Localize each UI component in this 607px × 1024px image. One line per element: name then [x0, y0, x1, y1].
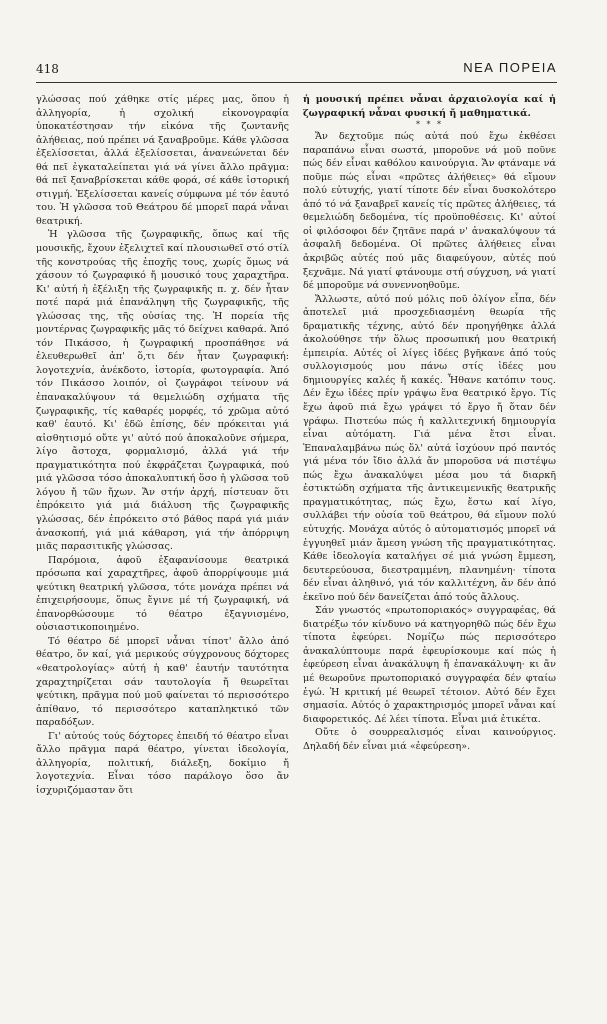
- journal-title: ΝΕΑ ΠΟΡΕΙΑ: [463, 60, 557, 75]
- page-header: [36, 62, 557, 83]
- paragraph: Ἄλλωστε, αὐτό πού μόλις ποῦ ὀλίγον εἶπα, δέν ἀποτελεῖ μιά προσχεδιασμένη θεωρία τῆς δραματικῆς τέχνης, αὐτό δέν προηγήθηκε ἀλλά ἀκολούθησε τήν ὅλως προσωπική μου θεατρική ἐμπειρία. Αὐτές οἱ λίγες ἰδέες βγῆκανε ἀπό τούς συλλογισμούς μου πάνω στίς ἰδέες μου δημιουργίες καλές ἤ κακές. Ἦθανε κατόπιν τους. Δέν ἔχω ἰδέες πρίν γράψω ἕνα θεατρικό ἔργο. Τίς ἔχω ἀφοῦ πιά ἔχω γράψει τό ἔργο ἤ ὅταν δέν γράφω. Πιστεύω πώς ἡ καλλιτεχνική δημιουργία εἶναι αὐτόματη. Γιά μένα ἔτσι εἶναι. Ἐπαναλαμβάνω πώς ὅλ' αὐτά ἰσχύουν πρό παντός γιά μένα τόν ἴδιο ἀλλά ἄν μποροῦσα νά πιστέψω πώς ἔχω ἀνακαλύψει μέσα μου τά διαρκῆ ἐστικτώδη σχήματα τῆς ἀντικειμενικῆς θεατρικῆς πραγματικότητας, πώς ἔχω, ἔστω καί λίγο, συλλάβει τήν οὐσία τοῦ θεάτρου, θά εἴμουν πολύ εὐτυχής. Μονάχα αὐτός ὁ αὐτοματισμός μπορεῖ νά ἐγγυηθεῖ μιάν ἄμεση γνώση τῆς πραγματικότητας. Κάθε ἰδεολογία καταλήγει σέ μιά γνώση ἔμμεση, δευτερεύουσα, διεστραμμένη, πλανημένη· τίποτα δέν εἶναι ἀληθινό, γιά τόν καλλιτέχνη, ἄν δέν ἀπό ἐκεῖνο πού δέν δανείζεται ἀπό τούς ἄλλους.: [303, 293, 556, 603]
- left-column: [36, 93, 289, 998]
- paragraph: Ἡ γλῶσσα τῆς ζωγραφικῆς, ὅπως καί τῆς μουσικῆς, ἔχουν ἐξελιχτεῖ καί πλουσιωθεῖ στό στίλ τῆς κονστρούας τῆς ἐποχῆς τους, χωρίς ὅμως νά χάσουν τό ζωγραφικό ἤ μουσικό τους χαραχτῆρα. Κι' αὐτή ἡ ἐξέλιξη τῆς ζωγραφικῆς π. χ. δέν ἦταν ποτέ παρά μιά ἐπανάληψη τῆς ζωγραφικῆς, τῆς γλώσσας της, τῆς οὐσίας της. Ἡ πορεία τῆς μοντέρνας ζωγραφικῆς μᾶς τό δείχνει καθαρά. Ἀπό τόν Πικάσσο, ἡ ζωγραφική προσπάθησε νά ἐλευθερωθεῖ ἀπ' ὅ,τι δέν ἦταν ζωγραφική: λογοτεχνία, ἀνέκδοτο, ἱστορία, φωτογραφία. Ἀπό τόν Πικάσσο λοιπόν, οἱ ζωγράφοι τείνουν νά ἐπανακαλύψουν τά θεμελιώδη σχήματα τῆς ζωγραφικῆς, τίς καθαρές μορφές, τό χρῶμα αὐτό καθ' ἑαυτό. Κι' ἐδῶ ἐπίσης, δέν πρόκειται γιά αἰσθητισμό οὔτε γι' αὐτό πού ἀποκαλοῦνε σήμερα, λίγο ἄστοχα, φορμαλισμό, ἀλλά γιά τήν πραγματικότητα πού ἐκφράζεται ζωγραφικά, πού μιά γλῶσσα τόσο ἀποκαλυπτική ὅσο ἡ γλῶσσα τοῦ λόγου ἤ τῶν ἤχων. Ἄν στήν ἀρχή, πίστευαν ὅτι ἐπρόκειτο γιά μιά διάλυση τῆς ζωγραφικῆς γλώσσας, δέν ἐπρόκειτο στό βάθος παρά γιά μιάν ἀνασκοπή, γιά μιά κάθαρση, γιά τήν ἀπόρριψη μιᾶς παρασιτικῆς γλώσσας.: [36, 229, 289, 553]
- paragraph: Σάν γνωστός «πρωτοποριακός» συγγραφέας, θά διατρέξω τόν κίνδυνο νά κατηγορηθῶ πώς δέν ἔχω τίποτα ἐφεύρει. Νομίζω πώς περισσότερο ἀνακαλύπτουμε παρά ἐφευρίσκουμε καί πώς ἡ ἐφεύρεση εἶναι ἀνακάλυψη ἤ ἐπανακάλυψη· κι ἄν μέ θεωροῦνε πρωτοποριακό συγγραφέα δέν φταίω ἐγώ. Ἡ κριτική μέ θεωρεῖ τέτοιον. Αὐτό δέν ἔχει σημασία. Αὐτός ὁ χαρακτηρισμός μπορεῖ νἆναι καί διαφορετικός. Δέ λέει τίποτα. Εἶναι μιά ἐτικέτα.: [303, 605, 556, 725]
- paragraph: Παρόμοια, ἀφοῦ ἐξαφανίσουμε θεατρικά πρόσωπα καί χαραχτῆρες, ἀφοῦ ἀπορρίψουμε μιά ψεύτικη θεατρική γλῶσσα, τότε μονάχα πρέπει νά ἐπιχειρήσουμε, ὅπως ἔγινε μέ τή ζωγραφική, νά ἐπανορθώσουμε τό θέατρο ἐξαγνισμένο, οὐσιαστικοποιημένο.: [36, 554, 289, 634]
- text-columns: [36, 93, 556, 998]
- page-number: 418: [36, 62, 59, 76]
- paragraph: Γι' αὐτούς τούς δόχτορες ἐπειδή τό θέατρο εἶναι ἄλλο πρᾶγμα παρά θέατρο, γίνεται ἰδεολογία, ἀλληγορία, πολιτική, διάλεξη, δοκίμιο ἤ λογοτεχνία. Εἶναι τόσο παράλογο ὅσο ἄν ἰσχυριζόμασταν ὅτι: [36, 730, 289, 796]
- paragraph-opening: ἡ μουσική πρέπει νἆναι ἀρχαιολογία καί ἡ ζωγραφική νἆναι φυσική ἤ μαθηματικά.: [303, 94, 556, 119]
- paragraph: Οὔτε ὁ σουρρεαλισμός εἶναι καινούργιος. Δηλαδή δέν εἶναι μιά «ἐφεύρεση».: [303, 727, 556, 752]
- paragraph: γλώσσας πού χάθηκε στίς μέρες μας, ὅπου ἡ ἀλληγορία, ἡ σχολική εἰκονογραφία ὑποκατέστησαν τήν εἰκόνα τῆς ζωντανῆς ἀλήθειας, πού πρέπει νά ξαναβροῦμε. Κάθε γλῶσσα ἐξελίσσεται, ἀλλά ἐξελίσσεται, ἀνανεώνεται δέν θά πεῖ ἐγκαταλείπεται γιά νά γίνει ἄλλο πρᾶγμα: θά πεῖ ξαναβρίσκεται κάθε φορά, σέ κάθε ἱστορική στιγμή. Ἐξελίσσεται κανείς σύμφωνα μέ τόν ἑαυτό του. Ἡ γλῶσσα τοῦ Θεάτρου δέ μπορεῖ παρά νἆναι θεατρική.: [36, 94, 289, 227]
- right-column: [303, 93, 556, 998]
- section-separator: * * *: [415, 120, 444, 130]
- paragraph: Τό θέατρο δέ μπορεῖ νἆναι τίποτ' ἄλλο ἀπό θέατρο, ὅν καί, γιά μερικούς σύγχρονους δόχτορες «θεατρολογίας» αὐτή ἡ καθ' ἑαυτήν ταυτότητα χαραχτηρίζεται σάν ταυτολογία ἤ θεωρεῖται ψεύτικη, πρᾶγμα πού μοῦ φαίνεται τό περισσότερο ἀπίθανο, τό περισσότερο καταπληκτικό τῶν παραδόξων.: [36, 635, 289, 729]
- paragraph: Ἄν δεχτοῦμε πώς αὐτά πού ἔχω ἐκθέσει παραπάνω εἶναι σωστά, μποροῦνε νά μοῦ ποῦνε πώς δέν εἶναι καθόλου καινούργια. Ἄν φτάναμε νά ποῦμε πώς εἶναι «πρῶτες ἀλήθειες» θά εἴμουν πολύ εὐτυχής, γιατί τίποτε δέν εἶναι δυσκολότερο ἀπό τό νά ξαναβρεῖ κανείς τίς πρῶτες ἀλήθειες, τά θεμελιώδη δεδομένα, τίς προϋποθέσεις. Κι' αὐτοί οἱ φιλόσοφοι δέν ζητᾶνε παρά ν' ἀνακαλύψουν τά ἀσφαλῆ δεδομένα. Οἱ πρῶτες ἀλήθειες εἶναι ἀκριβῶς αὐτές πού μᾶς διαφεύγουν, αὐτές πού ξεχνᾶμε. Νά γιατί φτάνουμε στή σύγχυση, νά γιατί δέ μποροῦμε νά συνεννοηθοῦμε.: [303, 131, 556, 292]
